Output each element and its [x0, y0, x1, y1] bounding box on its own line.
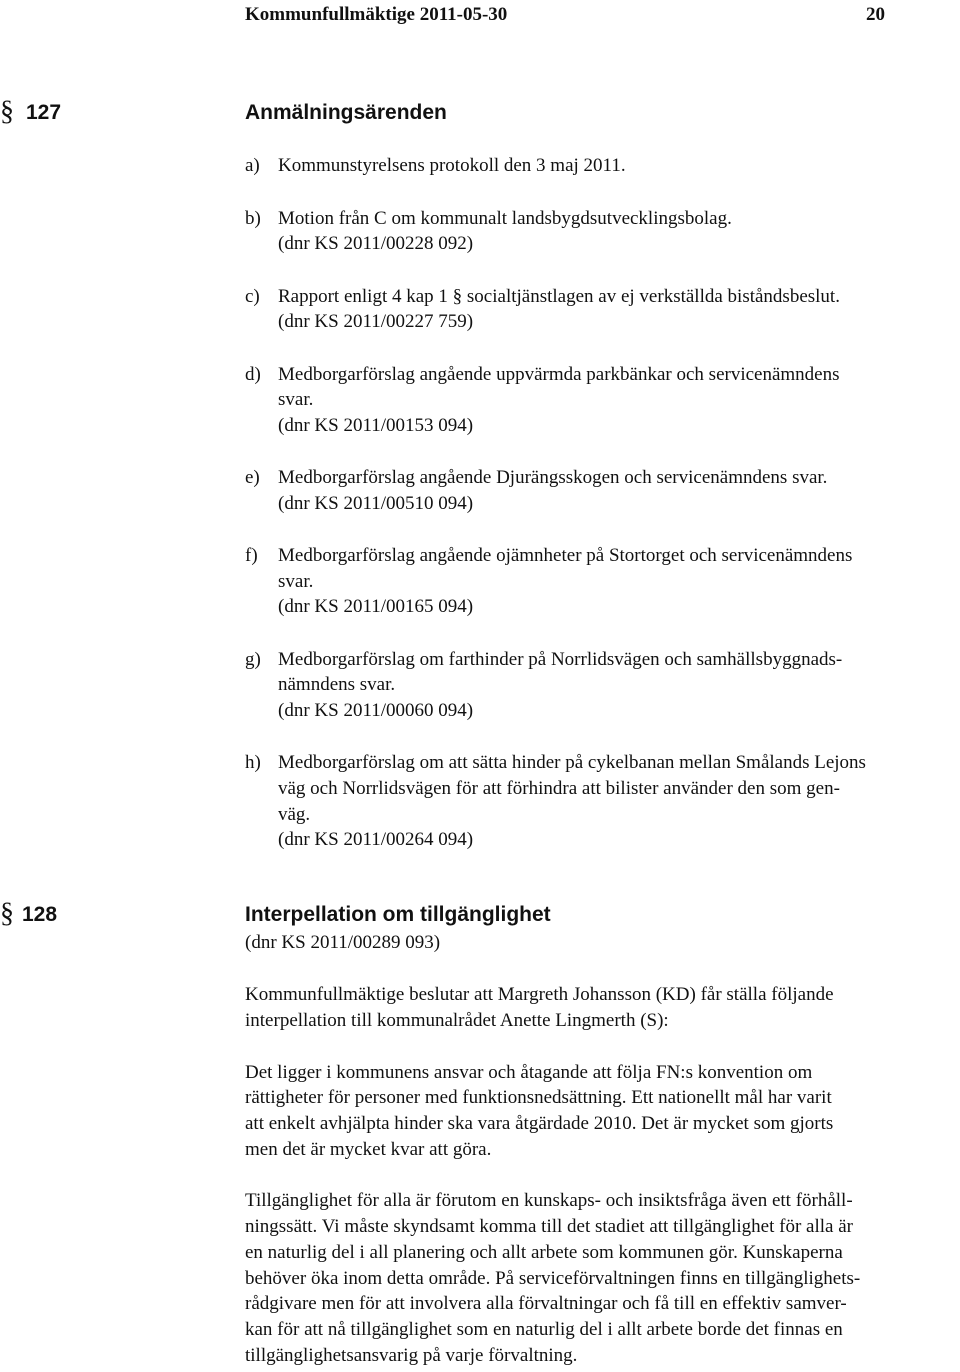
section-dnr: (dnr KS 2011/00289 093)	[245, 932, 441, 953]
item-b-line: Motion från C om kommunalt landsbygdsutvecklingsbolag.	[278, 208, 732, 229]
section-number: 128	[22, 903, 58, 926]
paragraph-line: ningssätt. Vi måste skyndsamt komma till det stadiet att tillgänglighet för alla är	[245, 1216, 853, 1237]
item-c-dnr: (dnr KS 2011/00227 759)	[278, 311, 474, 332]
item-letter-d: d)	[245, 364, 261, 385]
item-letter-a: a)	[245, 155, 260, 176]
section-number: 127	[26, 101, 62, 124]
item-letter-c: c)	[245, 286, 260, 307]
item-d-line: svar.	[278, 389, 314, 410]
item-letter-b: b)	[245, 208, 261, 229]
paragraph-line: kan för att nå tillgänglighet som en naturlig del i allt arbete borde det finnas en	[245, 1319, 843, 1340]
item-letter-f: f)	[245, 545, 258, 566]
item-f-line: Medborgarförslag angående ojämnheter på Stortorget och servicenämndens	[278, 545, 853, 566]
item-e-line: Medborgarförslag angående Djurängsskogen och servicenämndens svar.	[278, 467, 828, 488]
item-d-line: Medborgarförslag angående uppvärmda parkbänkar och servicenämndens	[278, 364, 840, 385]
section-title: Anmälningsärenden	[245, 101, 447, 124]
page-header	[0, 0, 960, 34]
paragraph-line: rådgivare men för att involvera alla förvaltningar och få till en effektiv samver-	[245, 1293, 847, 1314]
paragraph-line: behöver öka inom detta område. På serviceförvaltningen finns en tillgänglighets-	[245, 1268, 861, 1289]
item-a-line: Kommunstyrelsens protokoll den 3 maj 2011.	[278, 155, 626, 176]
item-h-line: väg och Norrlidsvägen för att förhindra att bilister använder den som gen-	[278, 778, 840, 799]
item-e-dnr: (dnr KS 2011/00510 094)	[278, 493, 474, 514]
paragraph-line: Tillgänglighet för alla är förutom en kunskaps- och insiktsfråga även ett förhåll-	[245, 1190, 853, 1211]
item-g-line: Medborgarförslag om farthinder på Norrlidsvägen och samhällsbyggnads-	[278, 649, 843, 670]
page-number: 20	[866, 4, 885, 25]
item-b-dnr: (dnr KS 2011/00228 092)	[278, 233, 474, 254]
paragraph-line: att enkelt avhjälpta hinder ska vara åtgärdade 2010. Det är mycket som gjorts	[245, 1113, 834, 1134]
item-h-line: Medborgarförslag om att sätta hinder på cykelbanan mellan Smålands Lejons	[278, 752, 866, 773]
item-letter-e: e)	[245, 467, 260, 488]
paragraph-line: tillgänglighetsansvarig på varje förvaltning.	[245, 1345, 578, 1366]
item-g-line: nämndens svar.	[278, 674, 396, 695]
item-h-dnr: (dnr KS 2011/00264 094)	[278, 829, 474, 850]
item-g-dnr: (dnr KS 2011/00060 094)	[278, 700, 474, 721]
item-d-dnr: (dnr KS 2011/00153 094)	[278, 415, 474, 436]
document-title: Kommunfullmäktige 2011-05-30	[245, 4, 508, 25]
paragraph-line: en naturlig del i all planering och allt arbete som kommunen gör. Kunskaperna	[245, 1242, 843, 1263]
paragraph-line: interpellation till kommunalrådet Anette Lingmerth (S):	[245, 1010, 669, 1031]
item-letter-h: h)	[245, 752, 261, 773]
section-sign: §	[0, 96, 14, 127]
item-f-dnr: (dnr KS 2011/00165 094)	[278, 596, 474, 617]
item-c-line: Rapport enligt 4 kap 1 § socialtjänstlagen av ej verkställda biståndsbeslut.	[278, 286, 840, 307]
item-h-line: väg.	[278, 804, 311, 825]
item-f-line: svar.	[278, 571, 314, 592]
section-title: Interpellation om tillgänglighet	[245, 903, 551, 926]
item-letter-g: g)	[245, 649, 261, 670]
paragraph-line: Kommunfullmäktige beslutar att Margreth Johansson (KD) får ställa följande	[245, 984, 834, 1005]
paragraph-line: Det ligger i kommunens ansvar och åtagande att följa FN:s konvention om	[245, 1062, 813, 1083]
paragraph-line: men det är mycket kvar att göra.	[245, 1139, 492, 1160]
section-sign: §	[0, 898, 14, 929]
paragraph-line: rättigheter för personer med funktionsnedsättning. Ett nationellt mål har varit	[245, 1087, 832, 1108]
